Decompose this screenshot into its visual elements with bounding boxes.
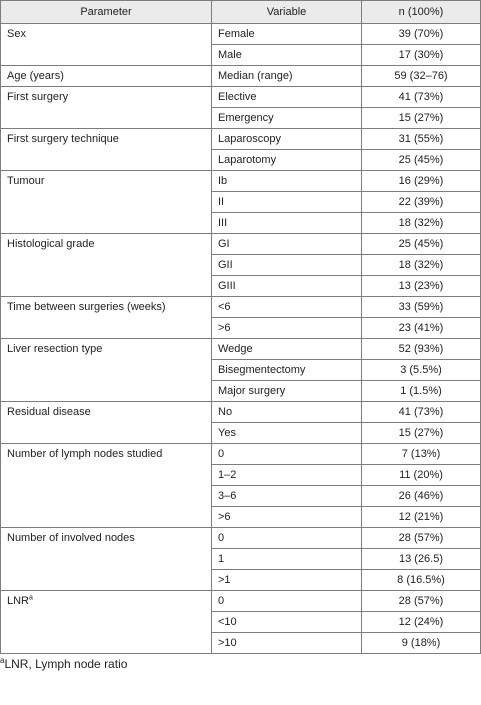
footnote-mark: a <box>29 594 33 602</box>
variable-cell: Major surgery <box>212 381 362 402</box>
variable-cell: Yes <box>212 423 362 444</box>
variable-cell: 0 <box>212 444 362 465</box>
variable-cell: Laparotomy <box>212 150 362 171</box>
variable-cell: 0 <box>212 528 362 549</box>
header-parameter: Parameter <box>1 1 212 24</box>
table-row <box>1 234 481 255</box>
parameter-label: First surgery <box>7 91 69 103</box>
value-cell: 13 (23%) <box>362 276 481 297</box>
value-cell: 16 (29%) <box>362 171 481 192</box>
table-row <box>1 24 481 45</box>
variable-cell: GII <box>212 255 362 276</box>
value-cell: 9 (18%) <box>362 633 481 654</box>
table-row <box>1 528 481 549</box>
parameter-cell <box>1 24 212 66</box>
value-cell: 25 (45%) <box>362 150 481 171</box>
parameter-label: First surgery technique <box>7 133 119 145</box>
table-row <box>1 87 481 108</box>
variable-cell: >1 <box>212 570 362 591</box>
footnote-text: LNR, Lymph node ratio <box>4 657 128 671</box>
table-body <box>1 24 481 654</box>
value-cell: 28 (57%) <box>362 591 481 612</box>
table-row <box>1 444 481 465</box>
parameter-label: Age (years) <box>7 70 64 82</box>
variable-cell: GI <box>212 234 362 255</box>
variable-cell: Median (range) <box>212 66 362 87</box>
table-row <box>1 171 481 192</box>
variable-cell: Elective <box>212 87 362 108</box>
value-cell: 1 (1.5%) <box>362 381 481 402</box>
value-cell: 52 (93%) <box>362 339 481 360</box>
parameter-cell <box>1 591 212 654</box>
value-cell: 33 (59%) <box>362 297 481 318</box>
variable-cell: III <box>212 213 362 234</box>
value-cell: 12 (21%) <box>362 507 481 528</box>
variable-cell: Wedge <box>212 339 362 360</box>
value-cell: 41 (73%) <box>362 87 481 108</box>
variable-cell: Male <box>212 45 362 66</box>
value-cell: 26 (46%) <box>362 486 481 507</box>
value-cell: 39 (70%) <box>362 24 481 45</box>
value-cell: 17 (30%) <box>362 45 481 66</box>
parameter-cell <box>1 444 212 528</box>
value-cell: 12 (24%) <box>362 612 481 633</box>
value-cell: 3 (5.5%) <box>362 360 481 381</box>
value-cell: 15 (27%) <box>362 423 481 444</box>
parameter-label: Number of lymph nodes studied <box>7 448 163 460</box>
parameter-cell <box>1 66 212 87</box>
value-cell: 11 (20%) <box>362 465 481 486</box>
value-cell: 22 (39%) <box>362 192 481 213</box>
parameter-label: Time between surgeries (weeks) <box>7 301 166 313</box>
parameter-label: Number of involved nodes <box>7 532 135 544</box>
parameter-label: LNR <box>7 595 30 607</box>
variable-cell: >6 <box>212 318 362 339</box>
variable-cell: GIII <box>212 276 362 297</box>
value-cell: 28 (57%) <box>362 528 481 549</box>
parameter-cell <box>1 339 212 402</box>
variable-cell: <10 <box>212 612 362 633</box>
variable-cell: Ib <box>212 171 362 192</box>
header-n: n (100%) <box>362 1 481 24</box>
parameter-label: Liver resection type <box>7 343 103 355</box>
table-header <box>1 1 481 24</box>
value-cell: 18 (32%) <box>362 213 481 234</box>
variable-cell: 1–2 <box>212 465 362 486</box>
variable-cell: Laparoscopy <box>212 129 362 150</box>
parameter-label: Residual disease <box>7 406 91 418</box>
table-row <box>1 297 481 318</box>
variable-cell: Bisegmentectomy <box>212 360 362 381</box>
table-row <box>1 129 481 150</box>
value-cell: 8 (16.5%) <box>362 570 481 591</box>
parameter-label: Sex <box>7 28 26 40</box>
parameter-cell <box>1 87 212 129</box>
variable-cell: 1 <box>212 549 362 570</box>
value-cell: 31 (55%) <box>362 129 481 150</box>
value-cell: 59 (32–76) <box>362 66 481 87</box>
parameter-cell <box>1 129 212 171</box>
parameter-cell <box>1 171 212 234</box>
table-row <box>1 339 481 360</box>
footnote <box>0 656 481 672</box>
table-row <box>1 591 481 612</box>
variable-cell: II <box>212 192 362 213</box>
variable-cell: 3–6 <box>212 486 362 507</box>
variable-cell: >6 <box>212 507 362 528</box>
parameter-cell <box>1 234 212 297</box>
parameter-cell <box>1 297 212 339</box>
table-row <box>1 402 481 423</box>
variable-cell: >10 <box>212 633 362 654</box>
value-cell: 41 (73%) <box>362 402 481 423</box>
variable-cell: Female <box>212 24 362 45</box>
value-cell: 25 (45%) <box>362 234 481 255</box>
table-row <box>1 66 481 87</box>
parameter-label: Histological grade <box>7 238 95 250</box>
header-row <box>1 1 481 24</box>
variable-cell: 0 <box>212 591 362 612</box>
value-cell: 7 (13%) <box>362 444 481 465</box>
parameter-cell <box>1 528 212 591</box>
variable-cell: <6 <box>212 297 362 318</box>
parameter-label: Tumour <box>7 175 45 187</box>
value-cell: 23 (41%) <box>362 318 481 339</box>
footnote-mark: a <box>0 656 5 665</box>
parameter-cell <box>1 402 212 444</box>
header-variable: Variable <box>212 1 362 24</box>
value-cell: 15 (27%) <box>362 108 481 129</box>
value-cell: 13 (26.5) <box>362 549 481 570</box>
value-cell: 18 (32%) <box>362 255 481 276</box>
variable-cell: Emergency <box>212 108 362 129</box>
variable-cell: No <box>212 402 362 423</box>
